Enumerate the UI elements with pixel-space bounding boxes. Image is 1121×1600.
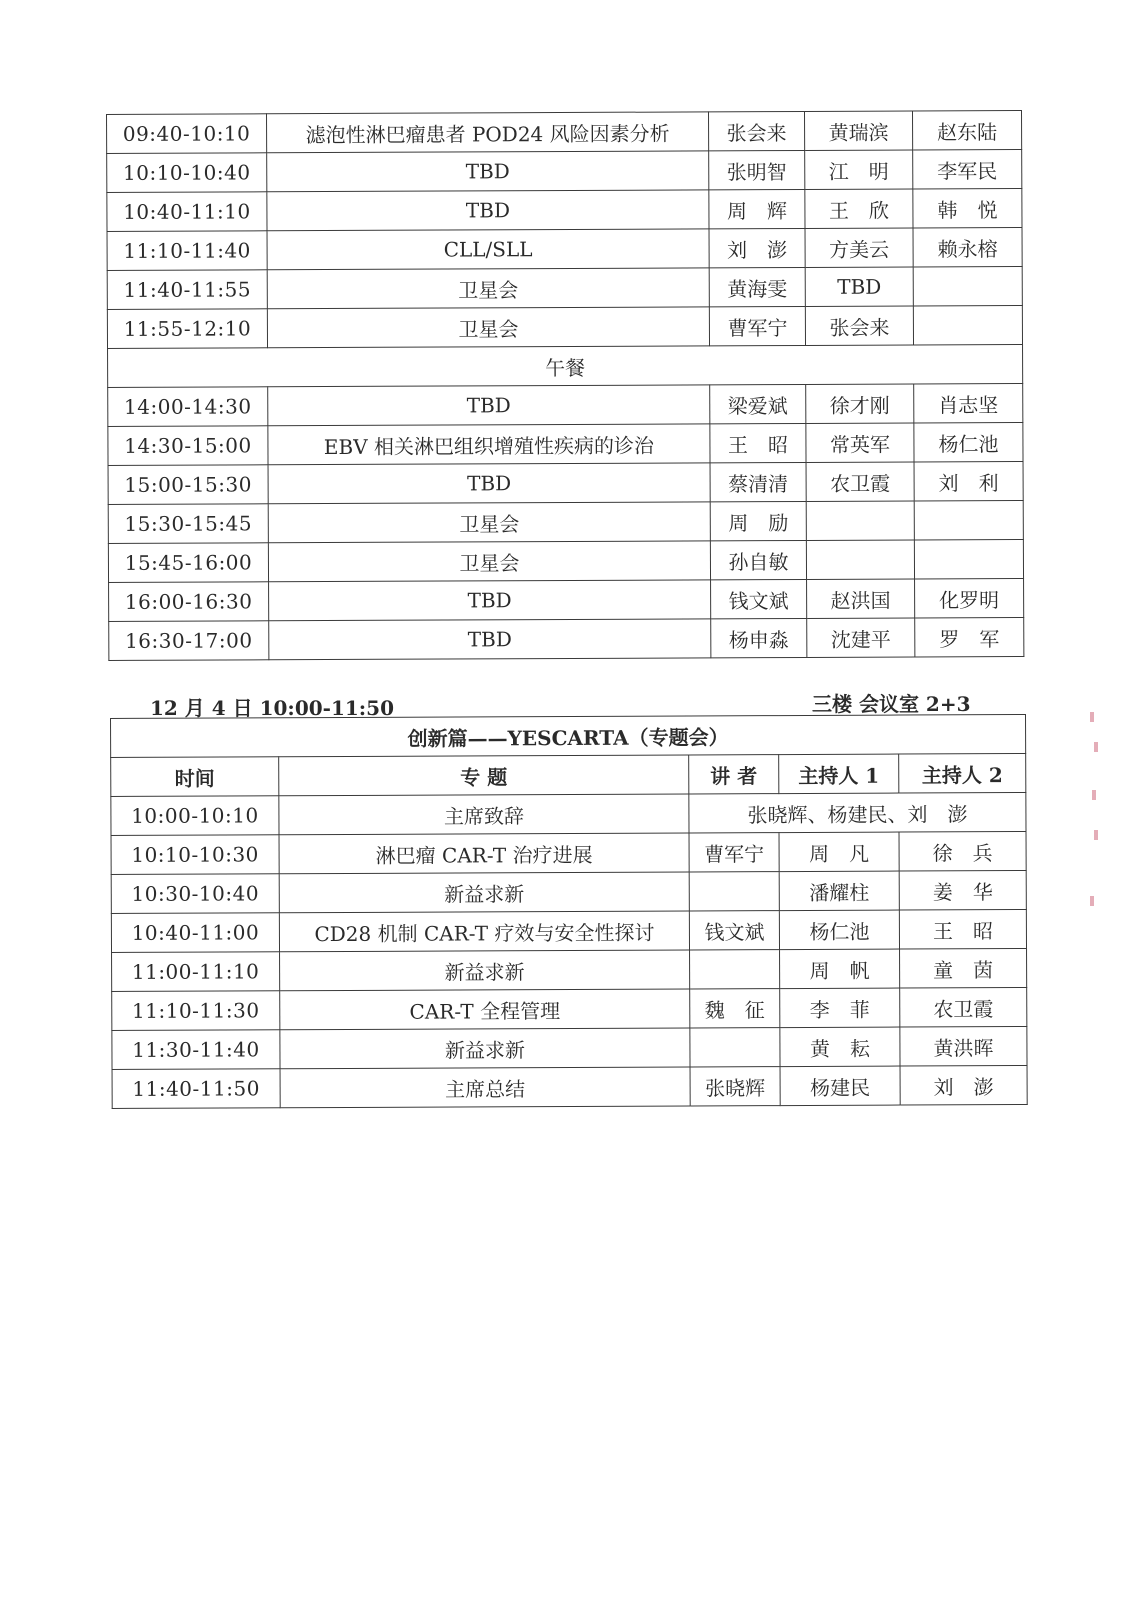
table-row: [112, 988, 1027, 1031]
session-date: 12 月 4 日 10:00-11:50: [150, 696, 394, 720]
host2-cell: [913, 267, 1022, 306]
host1-cell: 黄瑞滨: [804, 111, 912, 150]
header-speaker: 讲 者: [689, 755, 779, 794]
session-title: 创新篇——YESCARTA（专题会）: [111, 715, 1026, 758]
table-row: [112, 949, 1027, 992]
time-cell: 11:10-11:30: [112, 991, 280, 1031]
header-topic: 专 题: [279, 755, 689, 796]
host1-cell: 江 明: [805, 150, 913, 189]
host1-cell: 常英军: [806, 423, 914, 462]
lunch-label: 午餐: [108, 345, 1023, 388]
host1-cell: 沈建平: [807, 618, 915, 657]
speaker-cell: 王 昭: [710, 423, 806, 462]
speaker-cell: 曹军宁: [689, 833, 779, 872]
edge-stamp-mark: [1090, 896, 1094, 906]
time-cell: 16:00-16:30: [109, 582, 269, 622]
host1-cell: 周 帆: [780, 949, 900, 989]
topic-cell: TBD: [267, 151, 709, 192]
schedule-table-2: [110, 714, 1028, 1109]
edge-stamp-mark: [1092, 790, 1096, 800]
host1-cell: 潘耀柱: [779, 871, 899, 911]
time-cell: 10:10-10:30: [111, 835, 279, 875]
table-row: [108, 540, 1023, 583]
header-host2: 主持人 2: [899, 754, 1026, 794]
topic-cell: 卫星会: [268, 502, 710, 543]
host2-cell: 王 昭: [899, 910, 1026, 950]
host2-cell: 赖永榕: [913, 228, 1022, 267]
speaker-cell: 蔡清清: [710, 462, 806, 501]
topic-cell: 新益求新: [280, 1028, 690, 1069]
table-row: [111, 832, 1026, 875]
host2-cell: 童 茵: [900, 949, 1027, 989]
host1-cell: 杨仁池: [779, 910, 899, 950]
host1-cell: 杨建民: [780, 1066, 900, 1106]
host2-cell: 农卫霞: [900, 988, 1027, 1028]
speaker-cell: 周 辉: [709, 189, 805, 228]
host1-cell: 农卫霞: [806, 462, 914, 501]
time-cell: 10:40-11:00: [111, 913, 279, 953]
edge-stamp-mark: [1094, 830, 1098, 840]
host2-cell: 黄洪晖: [900, 1027, 1027, 1067]
table-row: [111, 871, 1026, 914]
table-row: [108, 423, 1023, 466]
host2-cell: 罗 军: [915, 618, 1024, 657]
time-cell: 11:40-11:50: [112, 1069, 280, 1109]
speaker-cell: 周 励: [710, 501, 806, 540]
topic-cell: 新益求新: [279, 872, 689, 913]
time-cell: 14:30-15:00: [108, 426, 268, 466]
topic-cell: TBD: [268, 463, 710, 504]
table-row: [109, 618, 1024, 661]
topic-cell: 卫星会: [267, 307, 709, 348]
table-row: [112, 1066, 1027, 1109]
time-cell: 09:40-10:10: [107, 114, 267, 154]
host2-cell: [914, 540, 1023, 579]
table-row: [107, 111, 1022, 154]
topic-cell: TBD: [268, 385, 710, 426]
speaker-cell: 钱文斌: [689, 911, 779, 950]
edge-stamp-mark: [1094, 742, 1098, 752]
time-cell: 15:00-15:30: [108, 465, 268, 505]
speaker-cell: 孙自敏: [710, 540, 806, 579]
host2-cell: 化罗明: [915, 579, 1024, 618]
host2-cell: 刘 澎: [900, 1066, 1027, 1106]
speaker-cell: 张会来: [708, 111, 804, 150]
table-row: [107, 228, 1022, 271]
host2-cell: [913, 306, 1022, 345]
speaker-cell: [689, 872, 779, 911]
schedule-table-1: [106, 110, 1024, 661]
host2-cell: 刘 利: [914, 462, 1023, 501]
time-cell: 15:30-15:45: [108, 504, 268, 544]
table-row: [108, 501, 1023, 544]
header-row: [111, 754, 1026, 797]
lunch-row: [108, 345, 1023, 388]
time-cell: 11:10-11:40: [107, 231, 267, 271]
table-row: [108, 384, 1023, 427]
host1-cell: TBD: [805, 267, 913, 306]
host2-cell: 肖志坚: [914, 384, 1023, 423]
host1-cell: [806, 501, 914, 540]
time-cell: 10:30-10:40: [111, 874, 279, 914]
speaker-cell: 杨申淼: [711, 618, 807, 657]
edge-stamp-mark: [1090, 712, 1094, 722]
speaker-cell: 刘 澎: [709, 228, 805, 267]
table-row: [107, 267, 1022, 310]
time-cell: 10:00-10:10: [111, 796, 279, 836]
host2-cell: [914, 501, 1023, 540]
table-row: [107, 306, 1022, 349]
table-row: [108, 462, 1023, 505]
table-row: [111, 910, 1026, 953]
header-host1: 主持人 1: [779, 754, 899, 794]
table-row: [107, 150, 1022, 193]
speaker-cell: 黄海雯: [709, 267, 805, 306]
speaker-cell: 魏 征: [690, 989, 780, 1028]
host1-cell: 黄 耘: [780, 1027, 900, 1067]
host1-cell: [806, 540, 914, 579]
host1-cell: 徐才刚: [806, 384, 914, 423]
topic-cell: 新益求新: [280, 950, 690, 991]
table-row: [112, 1027, 1027, 1070]
session-venue: 三楼 会议室 2+3: [812, 692, 971, 716]
time-cell: 11:00-11:10: [112, 952, 280, 992]
host1-cell: 方美云: [805, 228, 913, 267]
host2-cell: 李军民: [913, 150, 1022, 189]
table-row: [109, 579, 1024, 622]
host1-cell: 周 凡: [779, 832, 899, 872]
time-cell: 10:10-10:40: [107, 153, 267, 193]
table-row: [107, 189, 1022, 232]
topic-cell: CD28 机制 CAR-T 疗效与安全性探讨: [279, 911, 689, 952]
time-cell: 11:30-11:40: [112, 1030, 280, 1070]
speaker-cell: 张明智: [709, 150, 805, 189]
host1-cell: 王 欣: [805, 189, 913, 228]
host2-cell: 韩 悦: [913, 189, 1022, 228]
topic-cell: 卫星会: [267, 268, 709, 309]
host2-cell: 姜 华: [899, 871, 1026, 911]
opening-row: [111, 793, 1026, 836]
speaker-cell: 张晓辉: [690, 1067, 780, 1106]
speaker-cell: [690, 950, 780, 989]
host1-cell: 赵洪国: [807, 579, 915, 618]
speaker-cell: 曹军宁: [709, 306, 805, 345]
host1-cell: 张会来: [805, 306, 913, 345]
time-cell: 14:00-14:30: [108, 387, 268, 427]
topic-cell: 淋巴瘤 CAR-T 治疗进展: [279, 833, 689, 874]
topic-cell: 主席致辞: [279, 794, 689, 835]
session-title-row: [111, 715, 1026, 758]
topic-cell: 主席总结: [280, 1067, 690, 1108]
host2-cell: 赵东陆: [912, 111, 1021, 150]
host2-cell: 徐 兵: [899, 832, 1026, 872]
topic-cell: TBD: [269, 619, 711, 660]
time-cell: 11:40-11:55: [107, 270, 267, 310]
topic-cell: CLL/SLL: [267, 229, 709, 270]
host1-cell: 李 菲: [780, 988, 900, 1028]
time-cell: 10:40-11:10: [107, 192, 267, 232]
topic-cell: EBV 相关淋巴组织增殖性疾病的诊治: [268, 424, 710, 465]
speaker-cell: 钱文斌: [711, 579, 807, 618]
time-cell: 16:30-17:00: [109, 621, 269, 661]
host2-cell: 杨仁池: [914, 423, 1023, 462]
speaker-cell: 梁爱斌: [710, 384, 806, 423]
topic-cell: 滤泡性淋巴瘤患者 POD24 风险因素分析: [267, 112, 709, 153]
topic-cell: TBD: [267, 190, 709, 231]
topic-cell: TBD: [269, 580, 711, 621]
topic-cell: CAR-T 全程管理: [280, 989, 690, 1030]
topic-cell: 卫星会: [268, 541, 710, 582]
time-cell: 15:45-16:00: [108, 543, 268, 583]
speaker-cell: [690, 1028, 780, 1067]
chair-cell: 张晓辉、杨建民、刘 澎: [689, 793, 1026, 833]
time-cell: 11:55-12:10: [107, 309, 267, 349]
header-time: 时间: [111, 757, 279, 797]
